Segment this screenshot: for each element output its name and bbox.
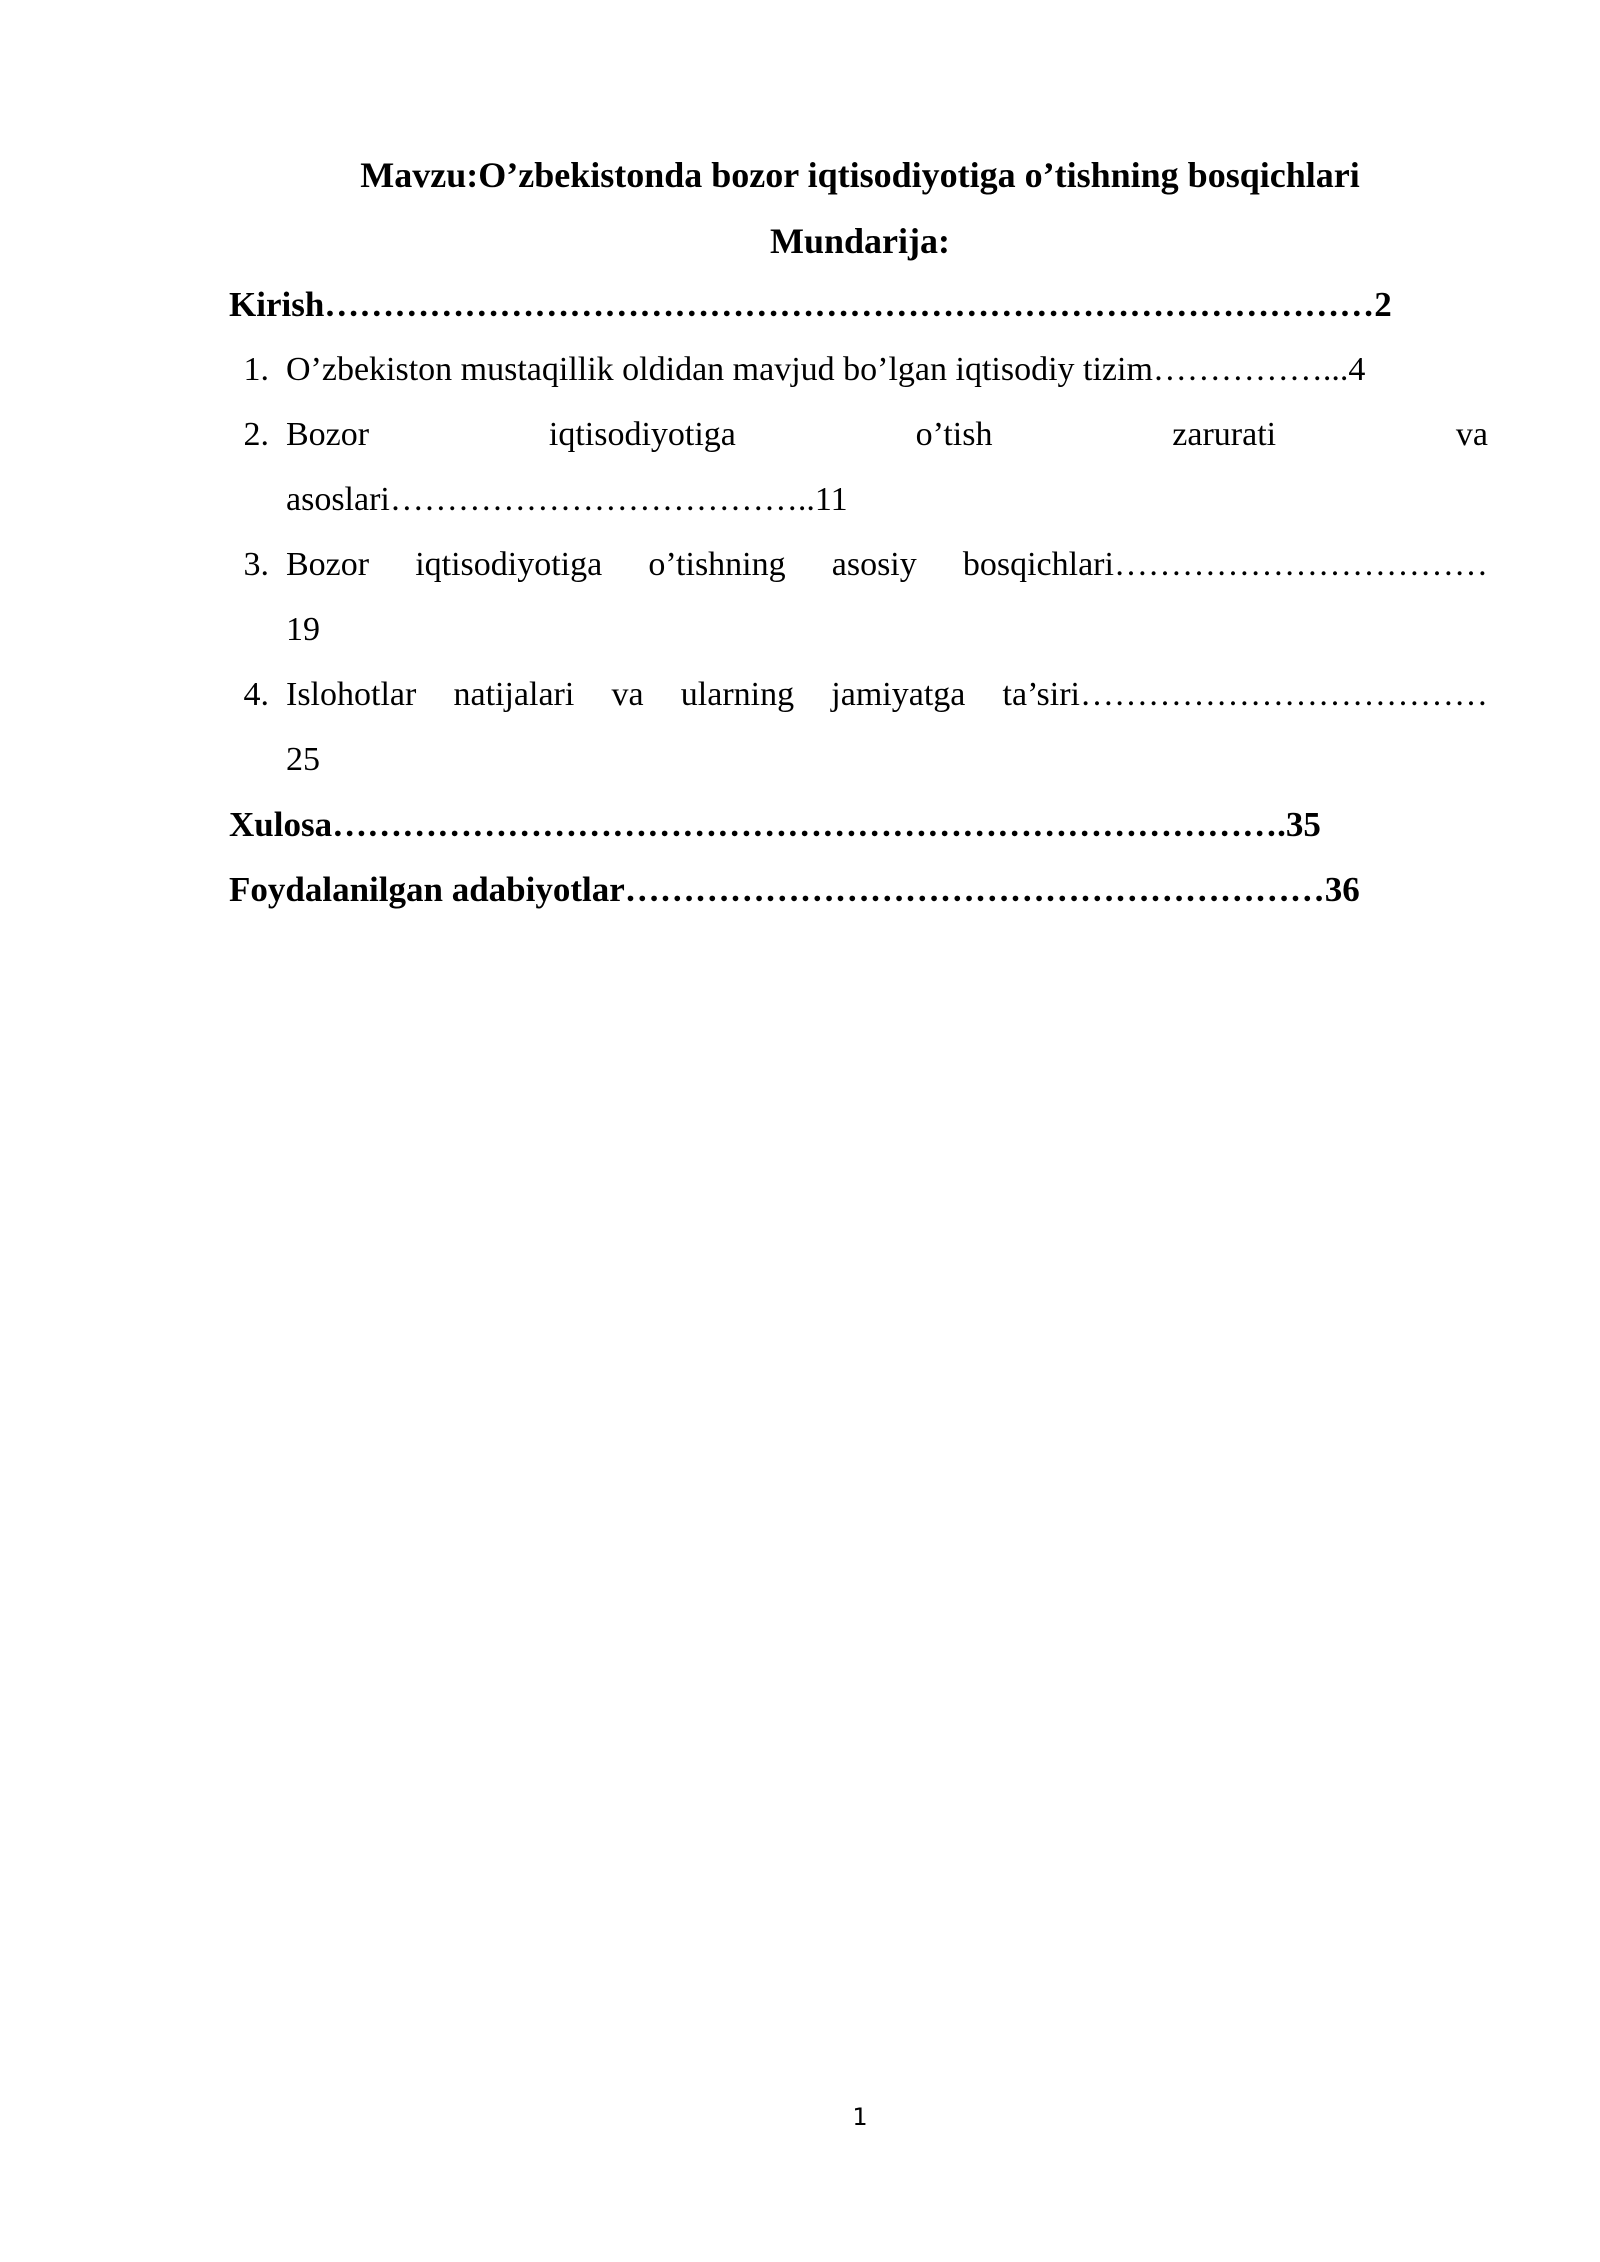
toc-entry-intro: Kirish………………………………………………………………………………2 xyxy=(229,285,1392,324)
toc-entry-4-word: Islohotlar xyxy=(286,676,417,713)
toc-entry-2-line xyxy=(286,410,1488,460)
toc-entry-2-number: 2. xyxy=(243,416,269,453)
toc-entry-4-continuation: 25 xyxy=(286,741,320,778)
toc-entry-references: Foydalanilgan adabiyotlar……………………………………………………36 xyxy=(229,870,1360,909)
toc-entry-2-word: zarurati xyxy=(1172,416,1277,453)
toc-entry-4-word: ularning xyxy=(680,676,795,713)
toc-entry-conclusion: Xulosa……………………………………………………………………….35 xyxy=(229,805,1321,844)
toc-entry-3-word: iqtisodiyotiga xyxy=(415,546,603,583)
toc-entry-4-word: natijalari xyxy=(453,676,575,713)
toc-heading: Mundarija: xyxy=(770,221,950,261)
toc-entry-2-continuation: asoslari………………………………..11 xyxy=(286,481,848,518)
toc-entry-4-word: va xyxy=(611,676,644,713)
document-title: Mavzu:O’zbekistonda bozor iqtisodiyotiga o’tishning bosqichlari xyxy=(360,155,1360,195)
toc-entry-2-word: Bozor xyxy=(286,416,370,453)
toc-entry-4-line xyxy=(286,670,1488,720)
toc-entry-2-word: va xyxy=(1455,416,1488,453)
toc-entry-3-line xyxy=(286,540,1488,590)
toc-entry-1-number: 1. xyxy=(243,351,269,388)
toc-entry-4-number: 4. xyxy=(243,676,269,713)
toc-entry-4-word: jamiyatga xyxy=(831,676,966,713)
toc-entry-4-word: ta’siri……………………………… xyxy=(1002,676,1488,713)
toc-entry-2-word: o’tish xyxy=(915,416,993,453)
toc-entry-3-number: 3. xyxy=(243,546,269,583)
toc-entry-3-word: asosiy xyxy=(831,546,917,583)
toc-entry-3-continuation: 19 xyxy=(286,611,320,648)
toc-entry-3-word: o’tishning xyxy=(648,546,786,583)
toc-entry-2-word: iqtisodiyotiga xyxy=(548,416,736,453)
toc-entry-1-text: O’zbekiston mustaqillik oldidan mavjud bo’lgan iqtisodiy tizim……………...4 xyxy=(286,351,1366,388)
toc-entry-3-word: bosqichlari…………………………… xyxy=(962,546,1488,583)
page-number: 1 xyxy=(852,2103,868,2131)
toc-entry-3-word: Bozor xyxy=(286,546,370,583)
